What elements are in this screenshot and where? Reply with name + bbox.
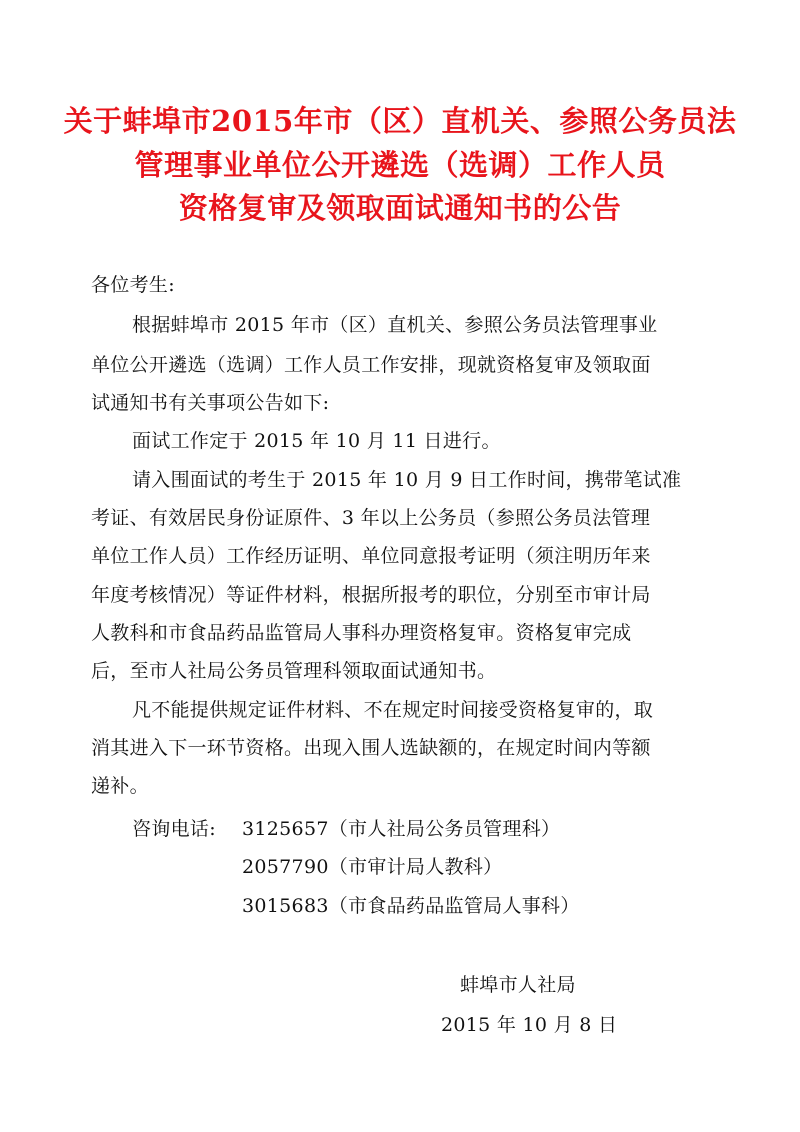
notice-title-line-1: 关于蚌埠市2015年市（区）直机关、参照公务员法 xyxy=(63,104,737,138)
body-line: 单位工作人员）工作经历证明、单位同意报考证明（须注明历年来 xyxy=(91,545,651,567)
body-line: 试通知书有关事项公告如下: xyxy=(91,392,330,414)
salutation: 各位考生: xyxy=(91,274,175,296)
body-line: 后，至市人社局公务员管理科领取面试通知书。 xyxy=(91,660,497,682)
body-line: 请入围面试的考生于 2015 年 10 月 9 日工作时间，携带笔试准 xyxy=(132,469,682,491)
contact-entry: 3015683（市食品药品监管局人事科） xyxy=(242,895,580,917)
body-line: 根据蚌埠市 2015 年市（区）直机关、参照公务员法管理事业 xyxy=(132,314,658,336)
signature-date: 2015 年 10 月 8 日 xyxy=(441,1014,618,1036)
body-line: 年度考核情况）等证件材料，根据所报考的职位，分别至市审计局 xyxy=(91,584,651,606)
body-line: 人教科和市食品药品监管局人事科办理资格复审。资格复审完成 xyxy=(91,622,632,644)
contact-entry: 2057790（市审计局人教科） xyxy=(242,856,503,878)
body-line: 递补。 xyxy=(91,775,149,797)
contact-label: 咨询电话: xyxy=(132,818,216,840)
contact-entry: 3125657（市人社局公务员管理科） xyxy=(242,818,561,840)
body-line: 凡不能提供规定证件材料、不在规定时间接受资格复审的，取 xyxy=(132,699,654,721)
body-line: 消其进入下一环节资格。出现入围人选缺额的，在规定时间内等额 xyxy=(91,737,651,759)
notice-title-line-2: 管理事业单位公开遴选（选调）工作人员 xyxy=(134,148,666,182)
body-line: 面试工作定于 2015 年 10 月 11 日进行。 xyxy=(132,430,501,452)
body-line: 单位公开遴选（选调）工作人员工作安排，现就资格复审及领取面 xyxy=(91,354,651,376)
body-line: 考证、有效居民身份证原件、3 年以上公务员（参照公务员法管理 xyxy=(91,507,651,529)
notice-title-line-3: 资格复审及领取面试通知书的公告 xyxy=(178,191,622,225)
signature-issuer: 蚌埠市人社局 xyxy=(460,974,576,996)
